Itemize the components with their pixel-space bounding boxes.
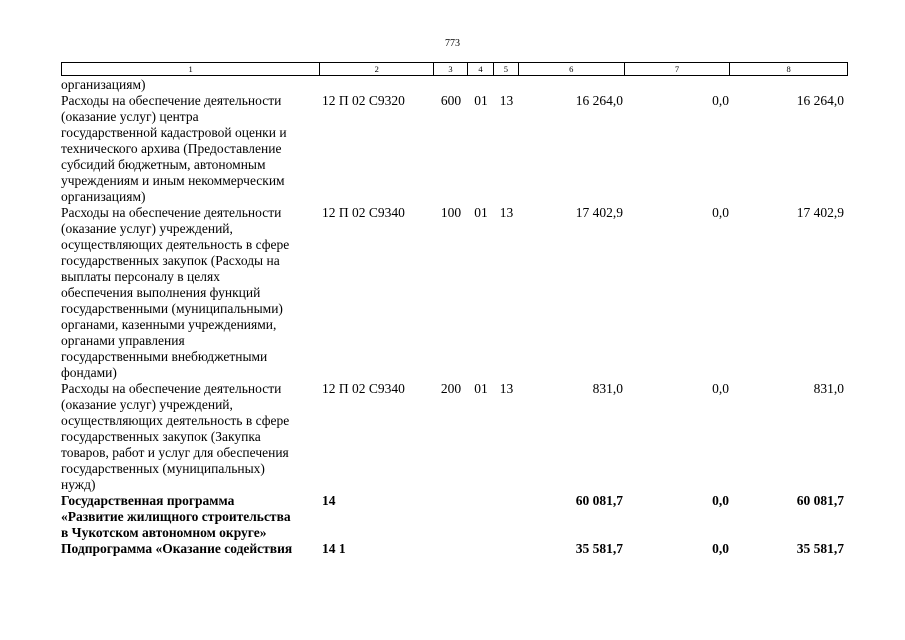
description-line: Расходы на обеспечение деятельности — [61, 205, 282, 220]
amount-col6-cell — [519, 77, 625, 93]
subsection-cell — [494, 493, 519, 541]
description-line: товаров, работ и услуг для обеспечения — [61, 445, 289, 460]
target-code-cell: 12 П 02 С9320 — [322, 93, 405, 108]
section-cell — [468, 493, 494, 541]
expense-type-cell: 200 — [440, 381, 462, 396]
table-row — [61, 93, 848, 205]
amount-col8-cell: 831,0 — [813, 381, 844, 396]
amount-col7-cell: 0,0 — [712, 541, 729, 556]
header-col-6: 6 — [519, 63, 625, 75]
target-code-cell: 14 1 — [322, 541, 346, 556]
amount-col8-cell — [731, 77, 848, 93]
subsection-cell — [494, 77, 519, 93]
description-line: фондами) — [61, 365, 117, 380]
page-number: 773 — [445, 38, 460, 49]
description-cell — [61, 93, 320, 205]
target-code-cell: 12 П 02 С9340 — [322, 381, 405, 396]
description-cell — [61, 541, 320, 557]
amount-col7-cell: 0,0 — [712, 381, 729, 396]
subsection-cell: 13 — [499, 93, 514, 108]
expense-type-cell: 100 — [440, 205, 462, 220]
description-cell — [61, 381, 320, 493]
table-row — [61, 493, 848, 541]
description-line: учреждениям и иным некоммерческим — [61, 173, 285, 188]
amount-col6-cell: 831,0 — [592, 381, 623, 396]
description-cell — [61, 77, 320, 93]
amount-col6-cell: 60 081,7 — [575, 493, 623, 508]
target-code-cell: 14 — [322, 493, 336, 508]
description-line: государственных закупок (Расходы на — [61, 253, 280, 268]
amount-col8-cell: 17 402,9 — [796, 205, 844, 220]
table-body — [61, 77, 848, 557]
amount-col8-cell: 35 581,7 — [796, 541, 844, 556]
header-col-5: 5 — [494, 63, 519, 75]
description-line: (оказание услуг) учреждений, — [61, 221, 233, 236]
description-line: организациям) — [61, 189, 146, 204]
table-row — [61, 541, 848, 557]
description-line: государственной кадастровой оценки и — [61, 125, 287, 140]
description-cell — [61, 493, 320, 541]
header-col-7: 7 — [625, 63, 731, 75]
description-line: Подпрограмма «Оказание содействия — [61, 541, 293, 556]
target-code-cell — [320, 77, 434, 93]
section-cell — [468, 77, 494, 93]
expense-type-cell — [434, 77, 468, 93]
description-line: (оказание услуг) центра — [61, 109, 199, 124]
amount-col6-cell: 35 581,7 — [575, 541, 623, 556]
header-col-2: 2 — [320, 63, 434, 75]
amount-col7-cell: 0,0 — [712, 205, 729, 220]
table-row — [61, 77, 848, 93]
description-line: органами управления — [61, 333, 185, 348]
amount-col7-cell: 0,0 — [712, 493, 729, 508]
section-cell — [468, 541, 494, 557]
section-cell: 01 — [474, 381, 488, 396]
description-line: организациям) — [61, 77, 146, 92]
table-row — [61, 205, 848, 381]
description-line: государственными (муниципальными) — [61, 301, 283, 316]
amount-col8-cell: 60 081,7 — [796, 493, 844, 508]
description-line: осуществляющих деятельность в сфере — [61, 413, 290, 428]
table-header — [61, 62, 848, 76]
header-col-4: 4 — [468, 63, 494, 75]
description-line: технического архива (Предоставление — [61, 141, 282, 156]
section-cell: 01 — [474, 93, 488, 108]
description-line: Расходы на обеспечение деятельности — [61, 93, 282, 108]
expense-type-cell — [434, 493, 468, 541]
description-line: государственными внебюджетными — [61, 349, 268, 364]
description-line: государственных закупок (Закупка — [61, 429, 261, 444]
description-line: обеспечения выполнения функций — [61, 285, 261, 300]
header-col-8: 8 — [786, 64, 791, 74]
target-code-cell: 12 П 02 С9340 — [322, 205, 405, 220]
description-line: в Чукотском автономном округе» — [61, 525, 267, 540]
description-line: Государственная программа — [61, 493, 235, 508]
amount-col7-cell: 0,0 — [712, 93, 729, 108]
amount-col6-cell: 17 402,9 — [575, 205, 623, 220]
description-line: выплаты персоналу в целях — [61, 269, 220, 284]
description-line: государственных (муниципальных) — [61, 461, 265, 476]
description-line: (оказание услуг) учреждений, — [61, 397, 233, 412]
amount-col6-cell: 16 264,0 — [575, 93, 623, 108]
subsection-cell — [494, 541, 519, 557]
section-cell: 01 — [474, 205, 488, 220]
subsection-cell: 13 — [499, 205, 514, 220]
description-line: органами, казенными учреждениями, — [61, 317, 277, 332]
description-cell — [61, 205, 320, 381]
description-line: субсидий бюджетным, автономным — [61, 157, 266, 172]
description-line: осуществляющих деятельность в сфере — [61, 237, 290, 252]
expense-type-cell — [434, 541, 468, 557]
expense-type-cell: 600 — [440, 93, 462, 108]
subsection-cell: 13 — [499, 381, 514, 396]
table-row — [61, 381, 848, 493]
description-line: «Развитие жилищного строительства — [61, 509, 291, 524]
header-col-3: 3 — [434, 63, 468, 75]
description-line: нужд) — [61, 477, 96, 492]
amount-col8-cell: 16 264,0 — [796, 93, 844, 108]
header-col-1: 1 — [62, 63, 320, 75]
description-line: Расходы на обеспечение деятельности — [61, 381, 282, 396]
amount-col7-cell — [625, 77, 731, 93]
